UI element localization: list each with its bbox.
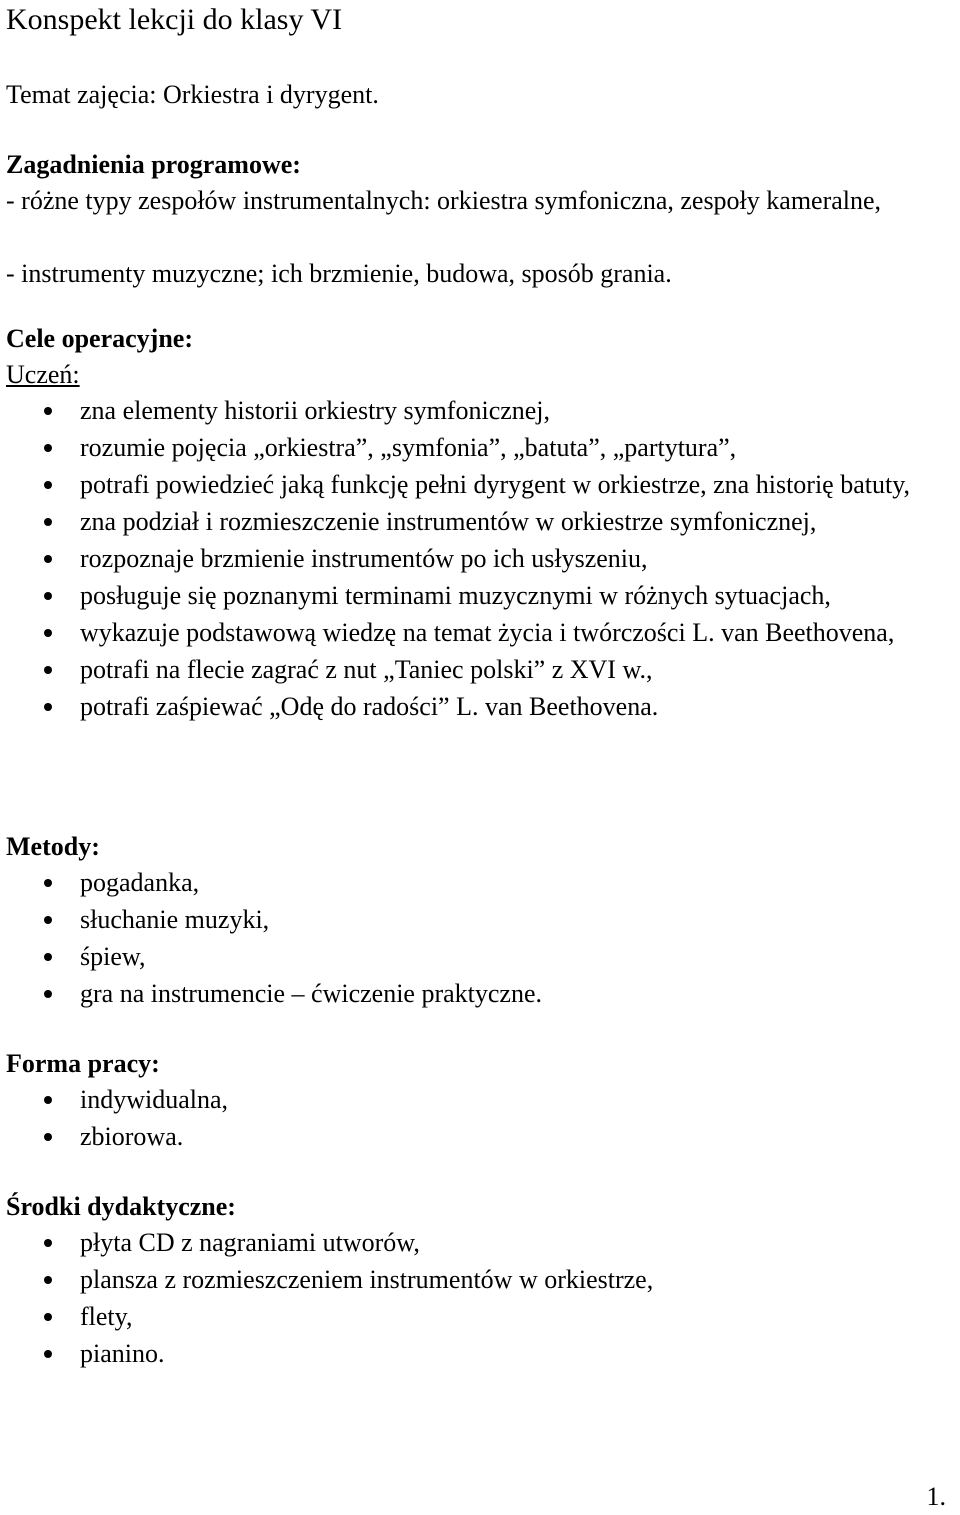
program-item: - różne typy zespołów instrumentalnych: orkiestra symfoniczna, zespoły kameralne,	[6, 186, 882, 215]
bullet-icon	[44, 1239, 52, 1247]
list-item	[0, 1298, 960, 1335]
list-item	[0, 975, 960, 1012]
work-form-list	[0, 1081, 960, 1155]
list-item	[0, 540, 960, 577]
list-item	[0, 503, 960, 540]
list-item	[0, 1335, 960, 1372]
method-text: pogadanka,	[80, 868, 200, 897]
goal-text: potrafi zaśpiewać „Odę do radości” L. van Beethovena.	[80, 692, 659, 721]
bullet-icon	[44, 407, 52, 415]
goals-list	[0, 392, 960, 725]
goal-text: potrafi na flecie zagrać z nut „Taniec polski” z XVI w.,	[80, 655, 653, 684]
teaching-aids-heading: Środki dydaktyczne:	[6, 1192, 236, 1221]
goal-text: zna elementy historii orkiestry symfonicznej,	[80, 396, 551, 425]
list-item	[0, 688, 960, 725]
methods-list	[0, 864, 960, 1012]
goal-text: zna podział i rozmieszczenie instrumentów w orkiestrze symfonicznej,	[80, 507, 817, 536]
list-item	[0, 651, 960, 688]
work-form-text: zbiorowa.	[80, 1122, 184, 1151]
bullet-icon	[44, 592, 52, 600]
list-item	[0, 1224, 960, 1261]
goal-text: potrafi powiedzieć jaką funkcję pełni dyrygent w orkiestrze, zna historię batuty,	[80, 470, 911, 499]
teaching-aids-list	[0, 1224, 960, 1372]
document-title: Konspekt lekcji do klasy VI	[6, 3, 343, 36]
goal-text: rozpoznaje brzmienie instrumentów po ich usłyszeniu,	[80, 544, 648, 573]
bullet-icon	[44, 666, 52, 674]
bullet-icon	[44, 879, 52, 887]
work-form-text: indywidualna,	[80, 1085, 229, 1114]
goal-text: rozumie pojęcia „orkiestra”, „symfonia”, „batuta”, „partytura”,	[80, 433, 737, 462]
student-label: Uczeń:	[6, 360, 80, 389]
list-item	[0, 429, 960, 466]
goal-text: wykazuje podstawową wiedzę na temat życia i twórczości L. van Beethovena,	[80, 618, 895, 647]
bullet-icon	[44, 953, 52, 961]
teaching-aid-text: płyta CD z nagraniami utworów,	[80, 1228, 420, 1257]
bullet-icon	[44, 1276, 52, 1284]
bullet-icon	[44, 481, 52, 489]
bullet-icon	[44, 916, 52, 924]
teaching-aid-text: flety,	[80, 1302, 133, 1331]
bullet-icon	[44, 444, 52, 452]
list-item	[0, 1261, 960, 1298]
method-text: śpiew,	[80, 942, 146, 971]
list-item	[0, 1081, 960, 1118]
list-item	[0, 864, 960, 901]
list-item	[0, 938, 960, 975]
bullet-icon	[44, 990, 52, 998]
work-form-heading: Forma pracy:	[6, 1049, 160, 1078]
program-item: - instrumenty muzyczne; ich brzmienie, budowa, sposób grania.	[6, 259, 672, 288]
list-item	[0, 392, 960, 429]
bullet-icon	[44, 629, 52, 637]
goals-heading: Cele operacyjne:	[6, 324, 193, 353]
bullet-icon	[44, 555, 52, 563]
program-heading: Zagadnienia programowe:	[6, 150, 301, 179]
list-item	[0, 1118, 960, 1155]
goal-text: posługuje się poznanymi terminami muzycznymi w różnych sytuacjach,	[80, 581, 831, 610]
bullet-icon	[44, 703, 52, 711]
list-item	[0, 901, 960, 938]
bullet-icon	[44, 1096, 52, 1104]
list-item	[0, 614, 960, 651]
lesson-topic: Temat zajęcia: Orkiestra i dyrygent.	[6, 80, 379, 109]
bullet-icon	[44, 518, 52, 526]
teaching-aid-text: plansza z rozmieszczeniem instrumentów w orkiestrze,	[80, 1265, 654, 1294]
methods-heading: Metody:	[6, 832, 100, 861]
method-text: gra na instrumencie – ćwiczenie praktyczne.	[80, 979, 542, 1008]
teaching-aid-text: pianino.	[80, 1339, 165, 1368]
page-number: 1.	[926, 1482, 946, 1511]
bullet-icon	[44, 1133, 52, 1141]
bullet-icon	[44, 1350, 52, 1358]
list-item	[0, 577, 960, 614]
bullet-icon	[44, 1313, 52, 1321]
list-item	[0, 466, 960, 503]
method-text: słuchanie muzyki,	[80, 905, 270, 934]
